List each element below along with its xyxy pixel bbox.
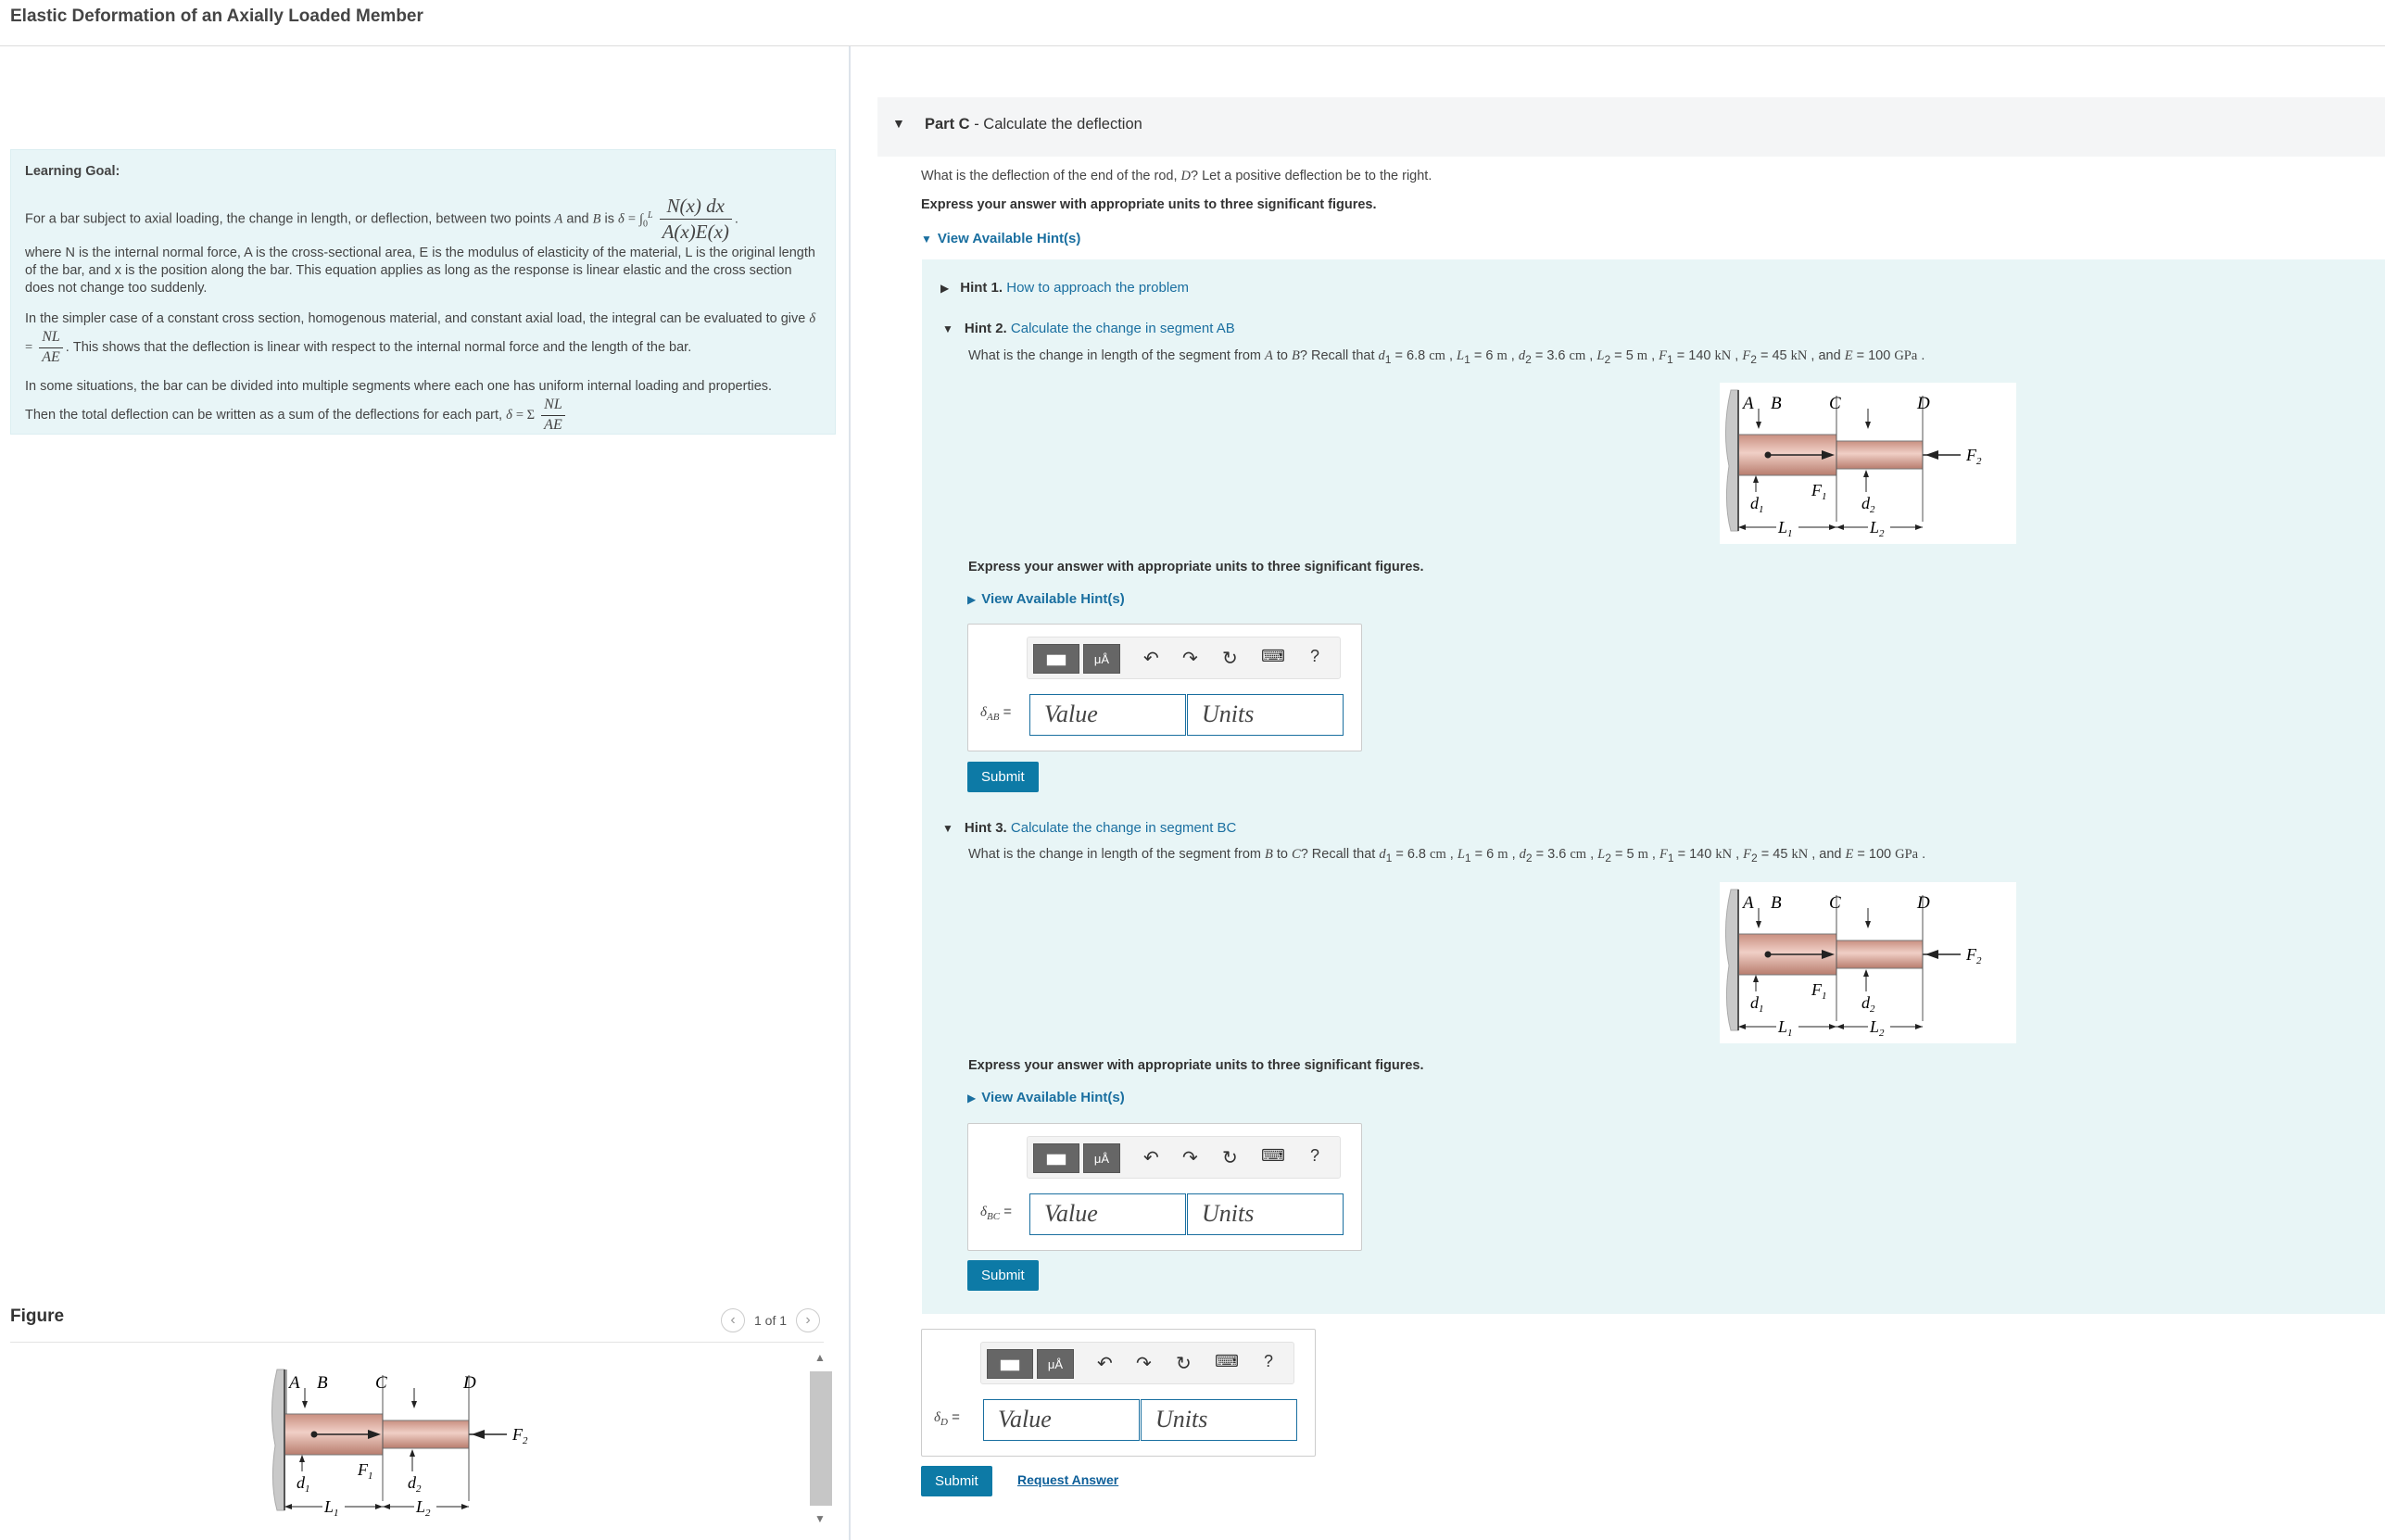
figure-divider xyxy=(10,1342,824,1343)
math-toolbar xyxy=(1027,637,1341,679)
p1-and: and xyxy=(566,211,589,227)
svg-text:B: B xyxy=(317,1373,328,1393)
expand-triangle-icon: ▼ xyxy=(921,233,932,246)
hint-3-figure xyxy=(1720,882,2016,1043)
learning-goal-p1: For a bar subject to axial loading, the change in length, or deflection, between two points A and B is $\delta = \int_0^L$ $\frac{N(x) dx}{A(x)E(x)}$ . xyxy=(25,194,821,246)
redo-icon[interactable]: ↷ xyxy=(1182,1148,1198,1168)
svg-text:C: C xyxy=(1829,394,1841,413)
p3-text: In the simpler case of a constant cross section, homogenous material, and constant axial load, the integral can be evaluated to give xyxy=(25,310,806,326)
figure-page-count: 1 of 1 xyxy=(754,1313,788,1328)
svg-text:L1: $L_1$ xyxy=(324,1497,339,1519)
value-input[interactable]: Value xyxy=(1029,1193,1186,1235)
bar-diagram xyxy=(1720,383,2016,544)
units-button[interactable]: μÅ xyxy=(1083,1143,1120,1173)
hint-2-row[interactable]: ▼ Hint 2. Calculate the change in segment AB xyxy=(942,321,1235,336)
figure-scrollbar[interactable] xyxy=(810,1345,832,1531)
reset-icon[interactable]: ↻ xyxy=(1222,649,1238,669)
value-input[interactable]: Value xyxy=(1029,694,1186,736)
part-c-submit-button[interactable]: Submit xyxy=(921,1466,992,1496)
svg-text:F2: $F_2$ xyxy=(1966,446,1982,467)
redo-icon[interactable]: ↷ xyxy=(1136,1354,1152,1374)
svg-text:d2: $d_2$ xyxy=(1861,993,1875,1015)
template-icon[interactable]: ▆▆ xyxy=(1033,644,1079,674)
scrollbar-thumb[interactable] xyxy=(810,1371,832,1506)
hint-2-answer-box xyxy=(967,624,1362,751)
answer-label: $\delta_D$ = xyxy=(934,1409,960,1428)
scroll-up-arrow-icon[interactable]: ▲ xyxy=(814,1351,826,1364)
hint-2-view-hints[interactable]: ▶ View Available Hint(s) xyxy=(967,591,1125,607)
svg-text:L2: $L_2$ xyxy=(1870,518,1885,539)
help-icon[interactable]: ? xyxy=(1310,1146,1320,1165)
learning-goal-p4: In some situations, the bar can be divided into multiple segments where each one has uniform internal loading and properties. Then the total deflection can be written as a sum of the deflections for each part, δ = Σ $\frac{NL}{AE}$ xyxy=(25,379,773,434)
value-input[interactable]: Value xyxy=(983,1399,1140,1441)
expand-triangle-icon: ▶ xyxy=(967,593,977,606)
bar-diagram xyxy=(1720,882,2016,1043)
expand-triangle-icon: ▶ xyxy=(940,282,950,295)
svg-text:F1: $F_1$ xyxy=(1811,481,1827,502)
math-toolbar xyxy=(980,1342,1294,1384)
units-input[interactable]: Units xyxy=(1187,694,1344,736)
keyboard-icon[interactable]: ⌨ xyxy=(1215,1352,1239,1370)
svg-text:d2: $d_2$ xyxy=(1861,494,1875,515)
answer-label: $\delta_{AB}$ = xyxy=(980,704,1012,723)
p1-text: For a bar subject to axial loading, the change in length, or deflection, between two points xyxy=(25,211,551,227)
learning-goal-box xyxy=(10,149,836,435)
svg-text:d1: $d_1$ xyxy=(1750,494,1764,515)
hint-3-row[interactable]: ▼ Hint 3. Calculate the change in segment BC xyxy=(942,820,1237,836)
svg-text:B: B xyxy=(1771,893,1782,913)
reset-icon[interactable]: ↻ xyxy=(1176,1354,1192,1374)
collapse-triangle-icon[interactable]: ▼ xyxy=(892,116,905,131)
keyboard-icon[interactable]: ⌨ xyxy=(1261,647,1285,665)
p1-is: is xyxy=(604,211,614,227)
panel-divider xyxy=(849,46,851,1540)
p4-line1: In some situations, the bar can be divided into multiple segments where each one has uniform internal loading and properties. xyxy=(25,379,773,395)
help-icon[interactable]: ? xyxy=(1264,1352,1274,1370)
hint-2-submit-button[interactable]: Submit xyxy=(967,762,1039,792)
svg-text:F1: $F_1$ xyxy=(358,1460,373,1482)
svg-text:F2: $F_2$ xyxy=(512,1425,528,1446)
reset-icon[interactable]: ↻ xyxy=(1222,1148,1238,1168)
hint-2-instruction: Express your answer with appropriate units to three significant figures. xyxy=(968,560,1424,574)
undo-icon[interactable]: ↶ xyxy=(1097,1354,1113,1374)
svg-text:B: B xyxy=(1771,394,1782,413)
help-icon[interactable]: ? xyxy=(1310,647,1320,665)
deflection-integral: $\frac{N(x) dx}{A(x)E(x)}$ xyxy=(660,194,732,246)
units-input[interactable]: Units xyxy=(1141,1399,1297,1441)
svg-text:L2: $L_2$ xyxy=(416,1497,431,1519)
svg-text:d1: $d_1$ xyxy=(1750,993,1764,1015)
part-c-answer-box xyxy=(921,1329,1316,1457)
svg-text:A: A xyxy=(289,1373,300,1393)
svg-text:A: A xyxy=(1743,893,1754,913)
figure-diagram-main xyxy=(266,1362,562,1523)
request-answer-link[interactable]: Request Answer xyxy=(1017,1472,1119,1487)
hint-3-view-hints[interactable]: ▶ View Available Hint(s) xyxy=(967,1090,1125,1105)
bar-diagram xyxy=(266,1362,562,1523)
figure-heading: Figure xyxy=(10,1306,65,1326)
title-bar xyxy=(0,0,2385,46)
units-input[interactable]: Units xyxy=(1187,1193,1344,1235)
svg-text:D: D xyxy=(463,1373,476,1393)
hint-2-question: What is the change in length of the segment from A to B? Recall that $d_1 = 6.8$ cm , $L_1 = 6$ m , $d_2 = 3.6$ cm , $L_2 = 5$ m , $F_1 = 140$ kN , $F_2 = 45$ kN , and E = 100 GPa . xyxy=(968,348,1925,366)
svg-text:L1: $L_1$ xyxy=(1778,1017,1793,1039)
math-toolbar xyxy=(1027,1136,1341,1179)
redo-icon[interactable]: ↷ xyxy=(1182,649,1198,669)
next-figure-button[interactable]: › xyxy=(796,1308,820,1332)
learning-goal-p3: In the simpler case of a constant cross section, homogenous material, and constant axial load, the integral can be evaluated to give δ = $\frac{NL}{AE}$ . This shows that the deflection is linear with respect to the internal normal force and the length of the bar. xyxy=(25,310,816,365)
answer-label: $\delta_{BC}$ = xyxy=(980,1204,1012,1222)
collapse-triangle-icon: ▼ xyxy=(942,322,953,335)
svg-text:L2: $L_2$ xyxy=(1870,1017,1885,1039)
svg-text:C: C xyxy=(375,1373,387,1393)
svg-text:A: A xyxy=(1743,394,1754,413)
figure-pager xyxy=(721,1308,820,1332)
part-c-title: Part C - Calculate the deflection xyxy=(925,116,1142,133)
hint-3-instruction: Express your answer with appropriate units to three significant figures. xyxy=(968,1058,1424,1073)
units-button[interactable]: μÅ xyxy=(1037,1349,1074,1379)
svg-text:d2: $d_2$ xyxy=(408,1473,422,1495)
keyboard-icon[interactable]: ⌨ xyxy=(1261,1146,1285,1165)
svg-text:L1: $L_1$ xyxy=(1778,518,1793,539)
hint-3-question: What is the change in length of the segment from B to C? Recall that $d_1 = 6.8$ cm , $L_1 = 6$ m , $d_2 = 3.6$ cm , $L_2 = 5$ m , $F_1 = 140$ kN , $F_2 = 45$ kN , and E = 100 GPa . xyxy=(968,847,1926,865)
page-title: Elastic Deformation of an Axially Loaded Member xyxy=(10,6,423,26)
hint-2-figure xyxy=(1720,383,2016,544)
undo-icon[interactable]: ↶ xyxy=(1143,649,1159,669)
hint-1-row[interactable]: ▶ Hint 1. How to approach the problem xyxy=(940,280,1190,296)
units-button[interactable]: μÅ xyxy=(1083,644,1120,674)
part-c-view-hints[interactable]: ▼ View Available Hint(s) xyxy=(921,231,1081,246)
hint-3-answer-box xyxy=(967,1123,1362,1251)
svg-text:C: C xyxy=(1829,893,1841,913)
svg-text:D: D xyxy=(1917,893,1930,913)
part-c-instruction: Express your answer with appropriate units to three significant figures. xyxy=(921,197,1377,212)
svg-text:F1: $F_1$ xyxy=(1811,980,1827,1002)
collapse-triangle-icon: ▼ xyxy=(942,822,953,835)
learning-goal-heading: Learning Goal: xyxy=(25,164,120,179)
scroll-down-arrow-icon[interactable]: ▼ xyxy=(814,1512,826,1525)
hint-3-submit-button[interactable]: Submit xyxy=(967,1260,1039,1291)
part-c-header[interactable] xyxy=(877,97,2385,157)
template-icon[interactable]: ▆▆ xyxy=(987,1349,1033,1379)
svg-text:D: D xyxy=(1917,394,1930,413)
expand-triangle-icon: ▶ xyxy=(967,1092,977,1105)
prev-figure-button[interactable]: ‹ xyxy=(721,1308,745,1332)
p3-post: . This shows that the deflection is linear with respect to the internal normal force and the length of the bar. xyxy=(65,339,692,355)
template-icon[interactable]: ▆▆ xyxy=(1033,1143,1079,1173)
undo-icon[interactable]: ↶ xyxy=(1143,1148,1159,1168)
svg-text:d1: $d_1$ xyxy=(297,1473,310,1495)
part-c-question: What is the deflection of the end of the rod, D? Let a positive deflection be to the right. xyxy=(921,169,1432,183)
svg-text:F2: $F_2$ xyxy=(1966,945,1982,966)
p4-line2: Then the total deflection can be written as a sum of the deflections for each part, xyxy=(25,408,503,423)
learning-goal-p2: where N is the internal normal force, A is the cross-sectional area, E is the modulus of elasticity of the material, L is the original length of the bar, and x is the position along the bar. This equation applies as long as the response is linear elastic and the cross section does not change too suddenly. xyxy=(25,246,815,297)
